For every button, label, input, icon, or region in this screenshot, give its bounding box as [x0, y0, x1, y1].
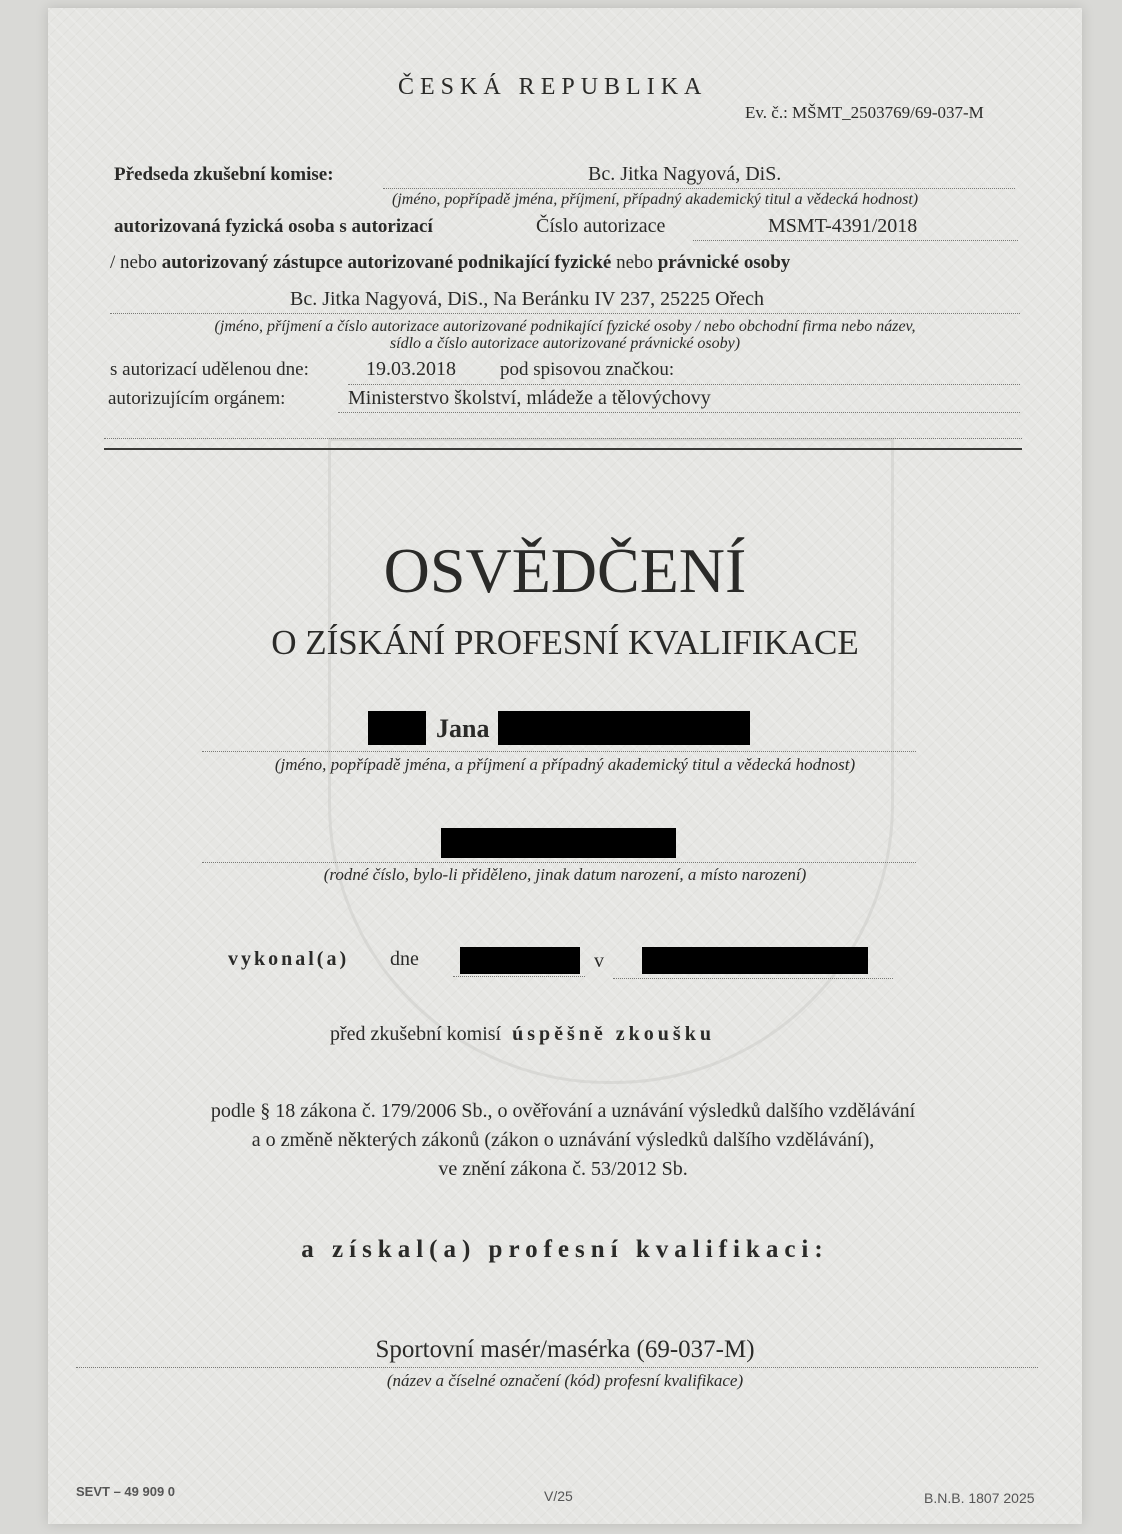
redacted-exam-date — [460, 947, 580, 974]
certificate-title: OSVĚDČENÍ — [383, 535, 747, 606]
representative: Bc. Jitka Nagyová, DiS., Na Beránku IV 237, 25225 Ořech — [290, 288, 764, 310]
law-line-2: a o změně některých zákonů (zákon o uznávání výsledků dalšího vzdělávání), — [251, 1129, 875, 1151]
dotted-line — [453, 976, 585, 977]
dotted-line — [383, 188, 1015, 189]
holder-name: Jana — [436, 714, 490, 743]
alt-mid: nebo — [616, 252, 654, 273]
authority-label: autorizujícím orgánem: — [108, 388, 286, 409]
chair-note: (jméno, popřípadě jména, příjmení, případný akademický titul a vědecká hodnost) — [392, 191, 919, 208]
evidence-number: Ev. č.: MŠMT_2503769/69-037-M — [745, 103, 984, 122]
performed-label: vykonal(a) — [228, 948, 350, 970]
header-separator — [104, 448, 1022, 450]
redacted-birth-info — [441, 828, 676, 858]
footer-print-code: B.N.B. 1807 2025 — [924, 1490, 1035, 1506]
birth-note: (rodné číslo, bylo-li přiděleno, jinak datum narození, a místo narození) — [323, 865, 807, 884]
representative-note-2: sídlo a číslo autorizace autorizované právnické osoby) — [389, 335, 741, 352]
redacted-title — [368, 711, 426, 745]
granted-date: 19.03.2018 — [366, 358, 456, 380]
auth-person-label: autorizovaná fyzická osoba s autorizací — [114, 216, 433, 237]
qualification-note: (název a číselné označení (kód) profesní kvalifikace) — [386, 1371, 744, 1390]
redacted-exam-place — [642, 947, 868, 974]
file-label: pod spisovou značkou: — [500, 359, 675, 380]
auth-number: MSMT-4391/2018 — [768, 215, 918, 237]
name-note: (jméno, popřípadě jména, a příjmení a případný akademický titul a vědecká hodnost) — [274, 755, 856, 774]
country-heading: ČESKÁ REPUBLIKA — [398, 74, 708, 100]
exam-text-1: před zkušební komisí — [330, 1023, 502, 1045]
dotted-line — [110, 313, 1020, 314]
dotted-line — [613, 978, 893, 979]
dotted-line — [104, 438, 1022, 439]
dotted-line — [693, 240, 1018, 241]
granted-label: s autorizací udělenou dne: — [110, 359, 309, 380]
alt-label-2: právnické osoby — [657, 252, 791, 273]
place-label: v — [594, 950, 604, 972]
dotted-line — [76, 1367, 1038, 1368]
exam-text-2: úspěšně zkoušku — [512, 1023, 715, 1045]
acquired-heading: a získal(a) profesní kvalifikaci: — [301, 1236, 829, 1263]
representative-note-1: (jméno, příjmení a číslo autorizace autorizované podnikající fyzické osoby / nebo obchodní firma nebo název, — [214, 318, 916, 335]
dotted-line — [338, 412, 1020, 413]
date-label: dne — [390, 948, 419, 970]
law-line-3: ve znění zákona č. 53/2012 Sb. — [438, 1158, 688, 1180]
auth-number-label: Číslo autorizace — [536, 215, 666, 237]
certificate-sheet — [48, 8, 1082, 1524]
chair-label: Předseda zkušební komise: — [114, 164, 334, 185]
chair-name: Bc. Jitka Nagyová, DiS. — [588, 163, 782, 185]
dotted-line — [202, 862, 916, 863]
exam-line — [330, 1023, 715, 1046]
certificate-subtitle: O ZÍSKÁNÍ PROFESNÍ KVALIFIKACE — [271, 623, 859, 662]
law-line-1: podle § 18 zákona č. 179/2006 Sb., o ověřování a uznávání výsledků dalšího vzdělávání — [210, 1100, 916, 1122]
dotted-line — [348, 384, 1020, 385]
dotted-line — [202, 751, 916, 752]
authority: Ministerstvo školství, mládeže a tělovýchovy — [348, 387, 711, 409]
alt-representative-line — [110, 252, 790, 274]
footer-version: V/25 — [544, 1488, 573, 1504]
alt-label-1: autorizovaný zástupce autorizované podnikající fyzické — [161, 252, 612, 273]
redacted-surname — [498, 711, 750, 745]
qualification: Sportovní masér/masérka (69-037-M) — [375, 1336, 755, 1363]
alt-prefix: / nebo — [110, 252, 157, 273]
footer-form-code: SEVT – 49 909 0 — [76, 1484, 176, 1499]
